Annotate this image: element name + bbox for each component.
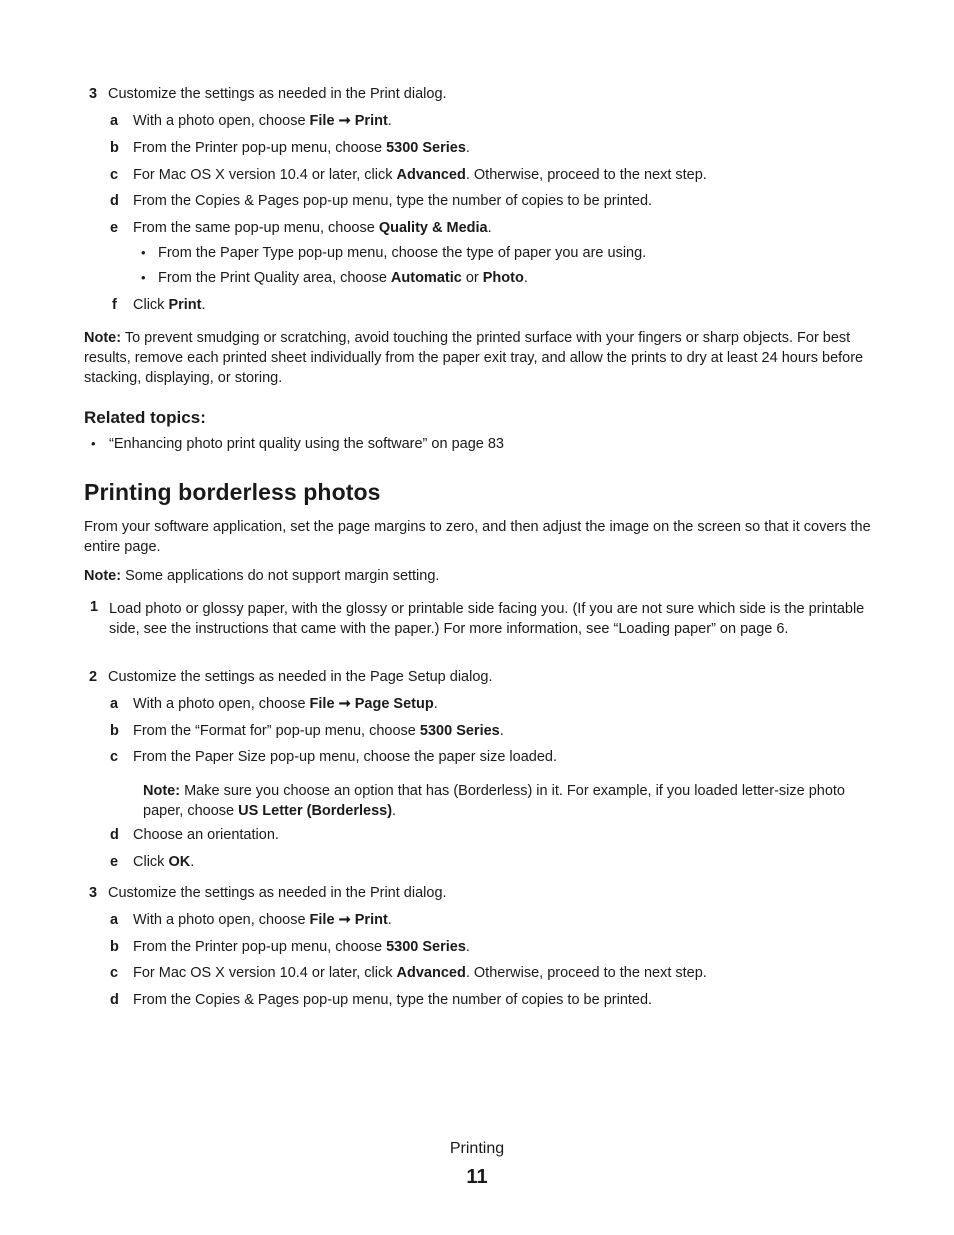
bullet-icon: • [91,436,96,451]
note-paragraph: Note: To prevent smudging or scratching, avoid touching the printed surface with your fingers or sharp objects. For best results, remove each printed sheet individually from the paper exit tray, and allow the prints to dry at least 24 hours before stacking, displaying, or storing. [84,330,864,386]
substep-letter: c [110,167,119,183]
bullet-text: From the Paper Type pop-up menu, choose the type of paper you are using. [158,245,647,261]
substep-text: With a photo open, choose File ➞ Print. [133,912,392,928]
arrow-right-icon: ➞ [338,113,351,129]
substep-letter: f [112,297,117,313]
substep-letter: a [110,113,119,129]
step-text: Load photo or glossy paper, with the glossy or printable side facing you. (If you are not sure which side is the printable side, see the instructions that came with the paper.) For more information, see “Loading paper” on page 6. [109,601,865,637]
substep-letter: c [110,749,119,765]
bullet-icon: • [141,270,146,285]
substep-letter: d [110,193,119,209]
intro-paragraph: From your software application, set the page margins to zero, and then adjust the image on the screen so that it covers the entire page. [84,519,871,555]
substep-letter: b [110,723,119,739]
substep-letter: e [110,854,119,870]
substep-text: From the Copies & Pages pop-up menu, type the number of copies to be printed. [133,992,653,1008]
footer-section-name: Printing [449,1140,505,1157]
step-number: 3 [89,86,98,102]
related-topics-heading: Related topics: [84,408,206,427]
substep-text: For Mac OS X version 10.4 or later, click Advanced. Otherwise, proceed to the next step. [133,965,707,981]
substep-text: From the same pop-up menu, choose Quality & Media. [133,220,492,236]
substep-letter: a [110,696,119,712]
step-text: Customize the settings as needed in the Page Setup dialog. [108,669,493,685]
substep-text: From the Printer pop-up menu, choose 5300 Series. [133,140,470,156]
note-paragraph: Note: Some applications do not support margin setting. [84,568,440,584]
substep-text: Click OK. [133,854,195,870]
substep-text: From the Copies & Pages pop-up menu, type the number of copies to be printed. [133,193,653,209]
note-paragraph: Note: Make sure you choose an option that has (Borderless) in it. For example, if you loaded letter-size photo paper, choose US Letter (Borderless). [143,783,845,819]
bullet-icon: • [141,245,146,260]
substep-text: Choose an orientation. [133,827,279,843]
step-number: 1 [90,599,99,615]
substep-text: From the Paper Size pop-up menu, choose the paper size loaded. [133,749,557,765]
substep-text: Click Print. [133,297,206,313]
substep-letter: d [110,827,119,843]
note-label: Note: [84,330,122,346]
substep-text: With a photo open, choose File ➞ Page Setup. [133,696,438,712]
section-title: Printing borderless photos [84,479,381,505]
note-label: Note: [84,568,122,584]
substep-letter: b [110,140,119,156]
substep-letter: b [110,939,119,955]
substep-text: From the Printer pop-up menu, choose 5300 Series. [133,939,470,955]
arrow-right-icon: ➞ [338,696,351,712]
step-number: 3 [89,885,98,901]
substep-letter: e [110,220,119,236]
step-text: Customize the settings as needed in the Print dialog. [108,86,447,102]
note-label: Note: [143,783,181,799]
related-topic-link[interactable]: “Enhancing photo print quality using the software” on page 83 [109,436,504,452]
substep-letter: a [110,912,119,928]
arrow-right-icon: ➞ [338,912,351,928]
substep-letter: d [110,992,119,1008]
substep-text: For Mac OS X version 10.4 or later, click Advanced. Otherwise, proceed to the next step. [133,167,707,183]
step-text: Customize the settings as needed in the Print dialog. [108,885,447,901]
substep-text: With a photo open, choose File ➞ Print. [133,113,392,129]
substep-text: From the “Format for” pop-up menu, choose 5300 Series. [133,723,504,739]
substep-letter: c [110,965,119,981]
step-number: 2 [89,669,98,685]
bullet-text: From the Print Quality area, choose Automatic or Photo. [158,270,528,286]
page-number: 11 [466,1166,488,1188]
